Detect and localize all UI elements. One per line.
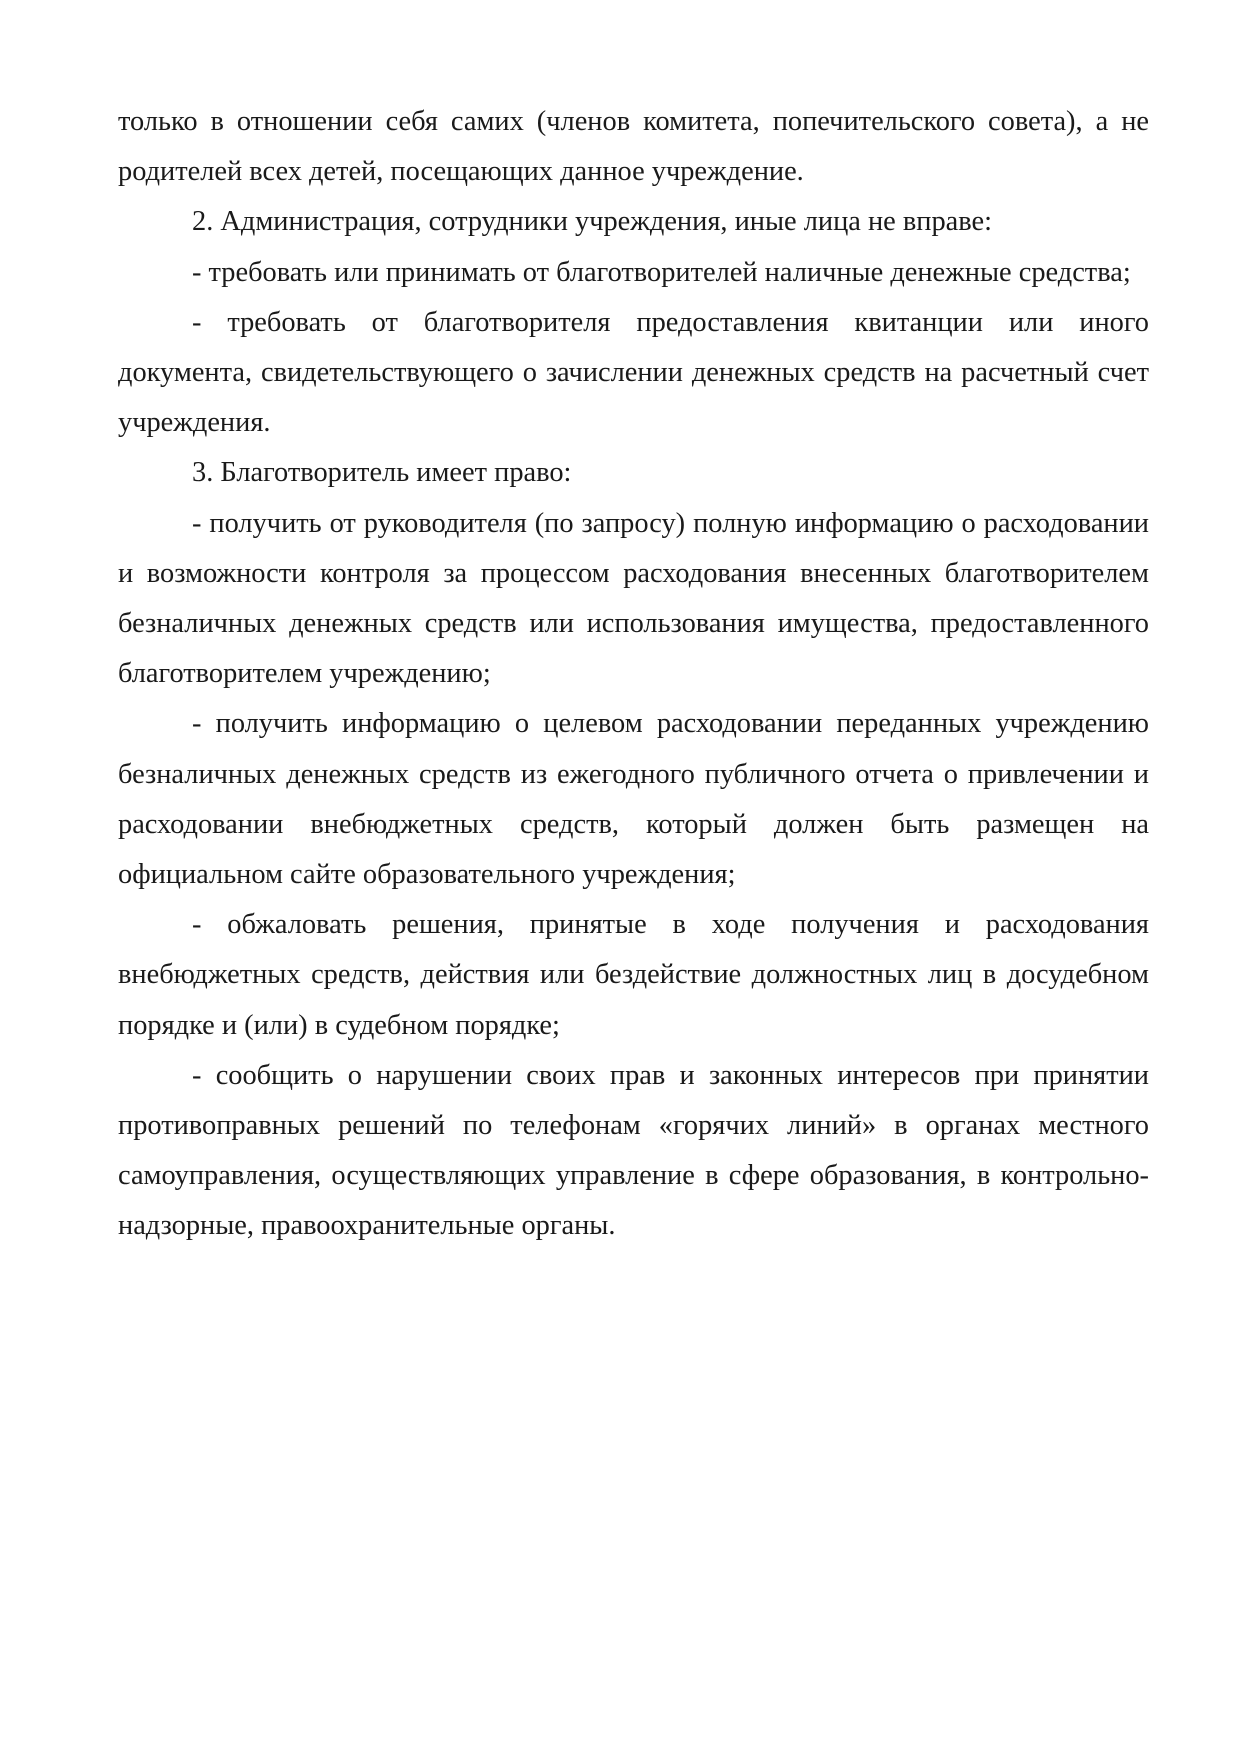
paragraph-list-item: - сообщить о нарушении своих прав и законных интересов при принятии противоправных решений по телефонам «горячих линий» в органах местного самоуправления, осуществляющих управление в сфере образования, в контрольно-надзорные, правоохранительные органы.	[118, 1059, 1149, 1242]
paragraph-list-item: - требовать или принимать от благотворителей наличные денежные средства;	[192, 256, 1131, 288]
paragraph-continuation: только в отношении себя самих (членов комитета, попечительского совета), а не родителей всех детей, посещающих данное учреждение.	[118, 106, 1149, 188]
paragraph-list-item: - получить от руководителя (по запросу) полную информацию о расходовании и возможности контроля за процессом расходования внесенных благотворителем безналичных денежных средств или использования имущества, предоставленного благотворителем учреждению;	[118, 507, 1149, 690]
paragraph-list-item: - обжаловать решения, принятые в ходе получения и расходования внебюджетных средств, действия или бездействие должностных лиц в досудебном порядке и (или) в судебном порядке;	[118, 909, 1149, 1041]
paragraph-section-2-heading: 2. Администрация, сотрудники учреждения, иные лица не вправе:	[192, 206, 992, 238]
paragraph-list-item: - получить информацию о целевом расходовании переданных учреждению безналичных денежных средств из ежегодного публичного отчета о привлечении и расходовании внебюджетных средств, который должен быть размещен на официальном сайте образовательного учреждения;	[118, 708, 1149, 891]
document-page	[118, 97, 1149, 1252]
paragraph-section-3-heading: 3. Благотворитель имеет право:	[192, 457, 572, 489]
paragraph-list-item: - требовать от благотворителя предоставления квитанции или иного документа, свидетельствующего о зачислении денежных средств на расчетный счет учреждения.	[118, 306, 1149, 439]
